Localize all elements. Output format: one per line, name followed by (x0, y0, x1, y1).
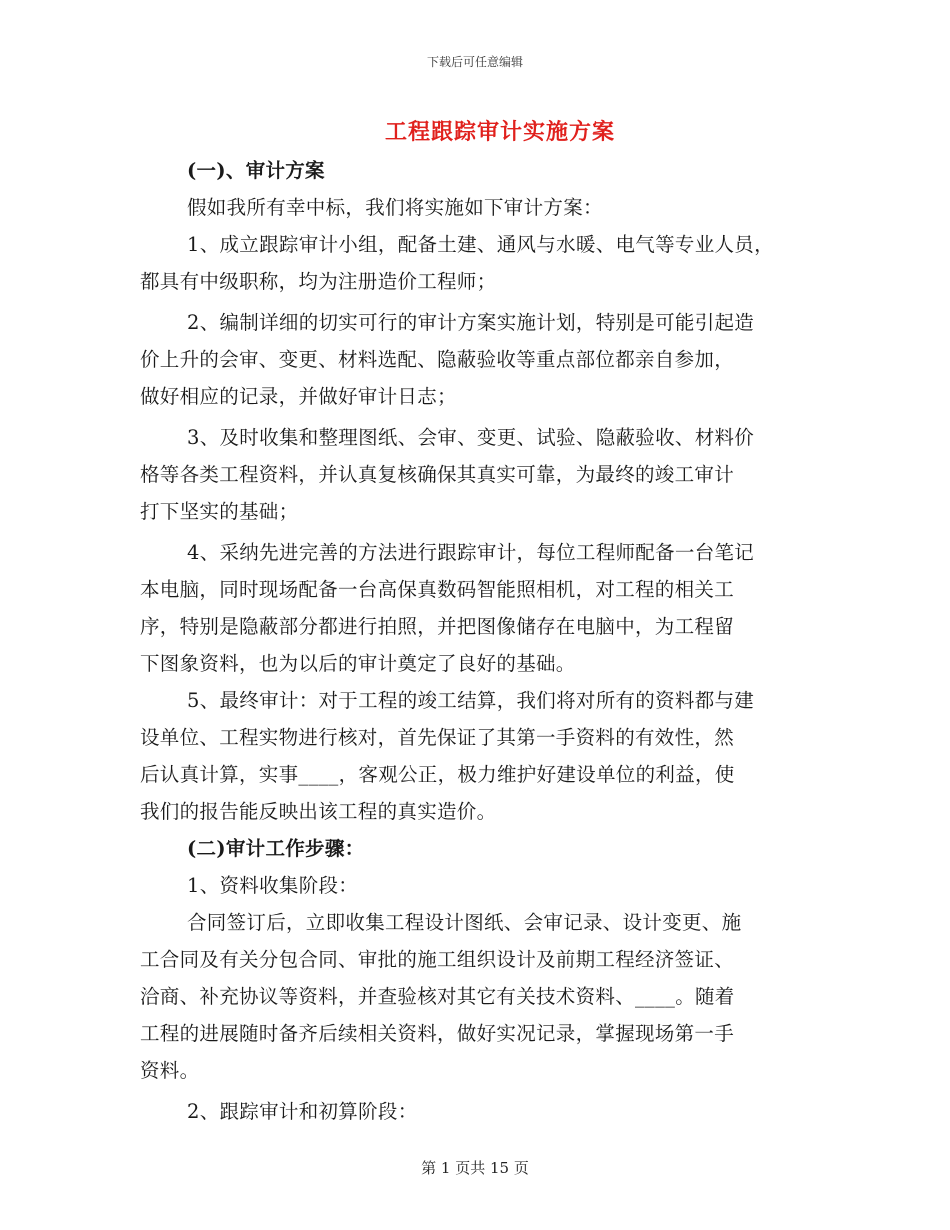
section1-heading: (一)、审计方案 (187, 159, 325, 182)
paragraph-1 (140, 226, 820, 300)
paragraph-2 (140, 304, 820, 415)
paragraph-line: 后认真计算，实事____，客观公正，极力维护好建设单位的利益，使 (140, 763, 735, 786)
document-title: 工程跟踪审计实施方案 (384, 119, 615, 145)
paragraph-line: 5、最终审计：对于工程的竣工结算，我们将对所有的资料都与建 (187, 689, 755, 712)
paragraph-line: 工程的进展随时备齐后续相关资料，做好实况记录，掌握现场第一手 (140, 1022, 735, 1045)
paragraph-line: 设单位、工程实物进行核对，首先保证了其第一手资料的有效性，然 (140, 726, 735, 749)
document-body (140, 152, 820, 1130)
step1-heading: 1、资料收集阶段： (187, 874, 359, 897)
paragraph-3 (140, 419, 820, 530)
paragraph-line: 我们的报告能反映出该工程的真实造价。 (140, 800, 497, 823)
page-footer: 第 1 页共 15 页 (421, 1159, 529, 1177)
section1-intro: 假如我所有幸中标，我们将实施如下审计方案： (187, 196, 603, 219)
paragraph-line: 都具有中级职称，均为注册造价工程师； (140, 270, 497, 293)
step2-heading: 2、跟踪审计和初算阶段： (187, 1100, 418, 1123)
paragraph-line: 价上升的会审、变更、材料选配、隐蔽验收等重点部位都亲自参加， (140, 348, 735, 371)
paragraph-line: 4、采纳先进完善的方法进行跟踪审计，每位工程师配备一台笔记 (187, 541, 755, 564)
paragraph-line: 3、及时收集和整理图纸、会审、变更、试验、隐蔽验收、材料价 (187, 426, 755, 449)
paragraph-line: 洽商、补充协议等资料，并查验核对其它有关技术资料、____。随着 (140, 985, 735, 1008)
paragraph-line: 工合同及有关分包合同、审批的施工组织设计及前期工程经济签证、 (140, 948, 735, 971)
paragraph-line: 打下坚实的基础； (140, 500, 299, 523)
header-note: 下载后可任意编辑 (426, 55, 523, 69)
paragraph-4 (140, 534, 820, 682)
paragraph-line: 资料。 (140, 1059, 200, 1082)
paragraph-line: 2、编制详细的切实可行的审计方案实施计划，特别是可能引起造 (187, 311, 755, 334)
paragraph-line: 格等各类工程资料，并认真复核确保其真实可靠，为最终的竣工审计 (140, 463, 735, 486)
paragraph-line: 下图象资料，也为以后的审计奠定了良好的基础。 (140, 652, 576, 675)
paragraph-line: 合同签订后，立即收集工程设计图纸、会审记录、设计变更、施 (187, 911, 742, 934)
paragraph-line: 序，特别是隐蔽部分都进行拍照，并把图像储存在电脑中，为工程留 (140, 615, 735, 638)
step1-body (140, 904, 820, 1089)
paragraph-line: 本电脑，同时现场配备一台高保真数码智能照相机，对工程的相关工 (140, 578, 735, 601)
paragraph-line: 做好相应的记录，并做好审计日志； (140, 385, 457, 408)
section2-heading: (二)审计工作步骤： (187, 837, 365, 860)
paragraph-5 (140, 682, 820, 830)
paragraph-line: 1、成立跟踪审计小组，配备土建、通风与水暖、电气等专业人员， (187, 233, 774, 256)
